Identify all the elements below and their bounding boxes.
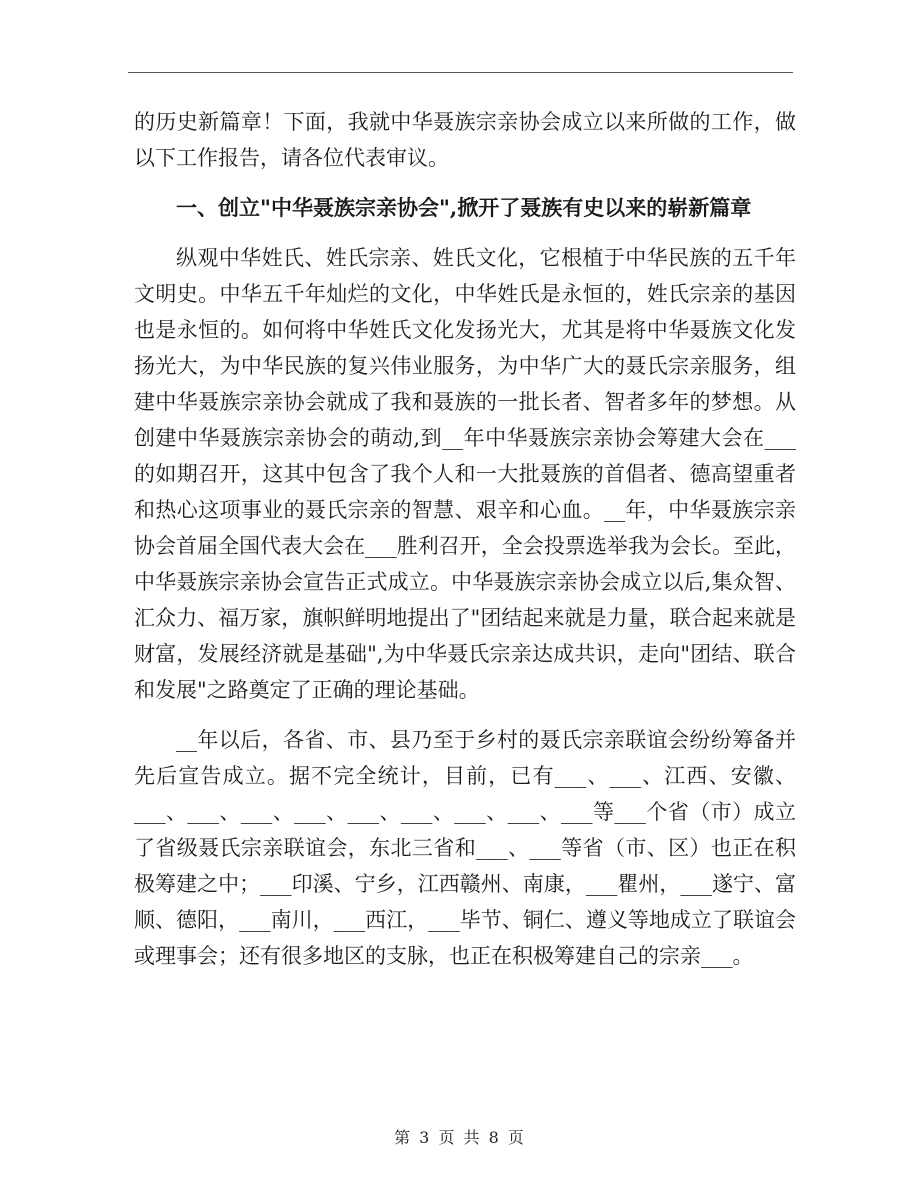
header-rule <box>128 72 793 73</box>
page-number: 第 3 页 共 8 页 <box>394 1128 526 1147</box>
paragraph-2: __年以后，各省、市、县乃至于乡村的聂氏宗亲联谊会纷纷筹备并先后宣告成立。据不完全统计，目前，已有___、___、江西、安徽、___、___、___、___、___、___、___、___、___等___个省（市）成立了省级聂氏宗亲联谊会，东北三省和___、___等省（市、区）也正在积极筹建之中；___印溪、宁乡，江西赣州、南康，___瞿州，___遂宁、富顺、德阳，___南川，___西江，___毕节、铜仁、遵义等地成立了联谊会或理事会；还有很多地区的支脉，也正在积极筹建自己的宗亲___。 <box>134 728 796 968</box>
section-heading: 一、创立"中华聂族宗亲协会",掀开了聂族有史以来的崭新篇章 <box>176 195 752 220</box>
document-body <box>134 104 796 988</box>
paragraph-continued: 的历史新篇章！下面，我就中华聂族宗亲协会成立以来所做的工作，做以下工作报告，请各位代表审议。 <box>134 110 796 170</box>
paragraph-1: 纵观中华姓氏、姓氏宗亲、姓氏文化，它根植于中华民族的五千年文明史。中华五千年灿烂的文化，中华姓氏是永恒的，姓氏宗亲的基因也是永恒的。如何将中华姓氏文化发扬光大，尤其是将中华聂族文化发扬光大，为中华民族的复兴伟业服务，为中华广大的聂氏宗亲服务，组建中华聂族宗亲协会就成了我和聂族的一批长者、智者多年的梦想。从创建中华聂族宗亲协会的萌动,到__年中华聂族宗亲协会筹建大会在___的如期召开，这其中包含了我个人和一大批聂族的首倡者、德高望重者和热心这项事业的聂氏宗亲的智慧、艰辛和心血。__年，中华聂族宗亲协会首届全国代表大会在___胜利召开，全会投票选举我为会长。至此，中华聂族宗亲协会宣告正式成立。中华聂族宗亲协会成立以后,集众智、汇众力、福万家，旗帜鲜明地提出了"团结起来就是力量，联合起来就是财富，发展经济就是基础",为中华聂氏宗亲达成共识，走向"团结、联合和发展"之路奠定了正确的理论基础。 <box>134 246 796 702</box>
